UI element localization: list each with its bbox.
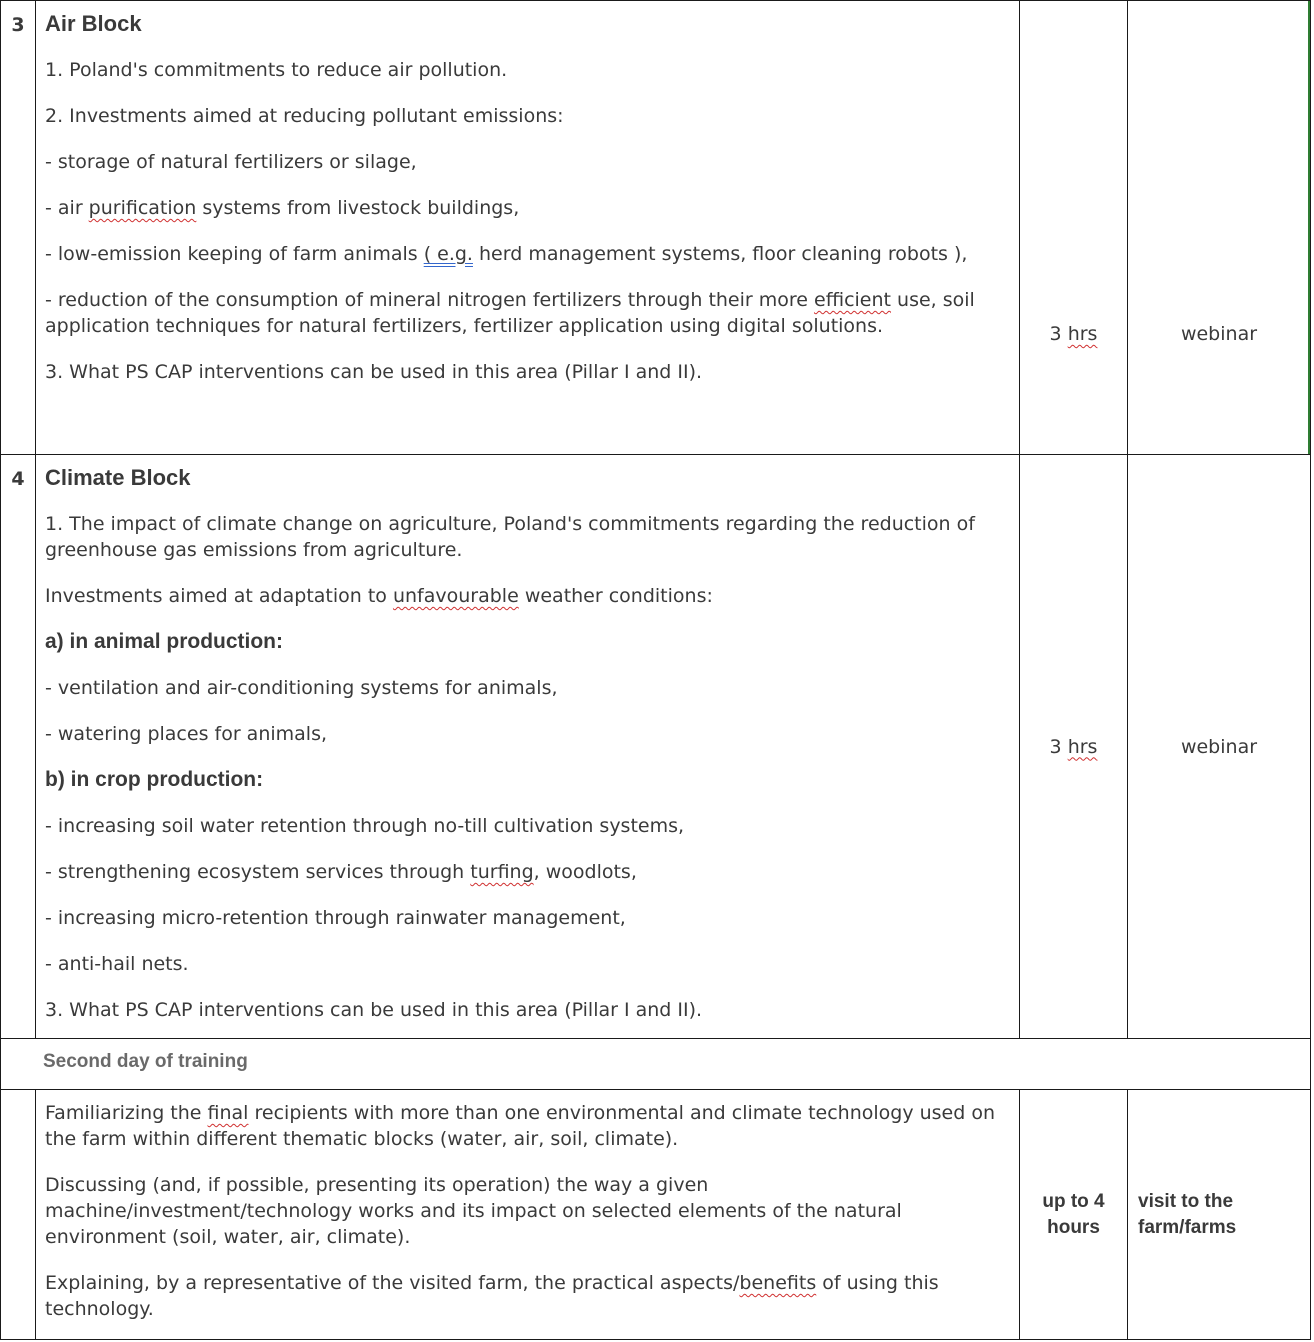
format-cell: webinar (1128, 455, 1311, 1039)
duration-value: 3 (1049, 735, 1068, 758)
block-title: Climate Block (45, 465, 191, 490)
subheading: b) in crop production: (45, 768, 264, 791)
list-item: 3. What PS CAP interventions can be used in this area (Pillar I and II). (45, 361, 703, 383)
list-item (45, 195, 1009, 221)
text-part: of using this technology. (45, 1272, 939, 1320)
text-part: , woodlots, (533, 861, 637, 883)
table-row-climate-block (1, 455, 1311, 1039)
row-number: 4 (1, 455, 36, 1039)
spellcheck-word[interactable]: hrs (1067, 323, 1098, 345)
format-cell: webinar (1128, 1, 1311, 455)
spellcheck-word[interactable]: turfing (470, 861, 534, 883)
text-part: systems from livestock buildings, (196, 197, 520, 219)
list-item: 1. The impact of climate change on agriculture, Poland's commitments regarding the reduction of greenhouse gas emissions from agriculture. (45, 513, 975, 561)
text-part: weather conditions: (518, 585, 713, 607)
list-item (45, 583, 1009, 609)
text-part: use, soil application techniques for natural fertilizers, fertilizer application using digital solutions. (45, 289, 975, 337)
list-item: 2. Investments aimed at reducing pollutant emissions: (45, 105, 564, 127)
list-item (45, 1270, 1009, 1322)
subheading: a) in animal production: (45, 630, 284, 653)
list-item: - increasing micro-retention through rainwater management, (45, 907, 626, 929)
table-row-air-block (1, 1, 1311, 455)
text-part: - low-emission keeping of farm animals (45, 243, 424, 265)
list-item: - increasing soil water retention through no-till cultivation systems, (45, 815, 685, 837)
text-part: Investments aimed at adaptation to (45, 585, 393, 607)
table-row-farm-visit (1, 1090, 1311, 1340)
format-cell: visit to the farm/farms (1128, 1090, 1311, 1340)
list-item (45, 287, 1009, 339)
spellcheck-word[interactable]: hrs (1067, 735, 1098, 758)
text-part: - strengthening ecosystem services through (45, 861, 471, 883)
spellcheck-word[interactable]: final (207, 1102, 249, 1124)
table-row-section-header (1, 1039, 1311, 1090)
farm-visit-content (36, 1090, 1020, 1340)
row-number (1, 1090, 36, 1340)
text-part: Familiarizing the (45, 1102, 208, 1124)
section-heading: Second day of training (1, 1039, 1311, 1090)
list-item (45, 1100, 1009, 1152)
text-part: herd management systems, floor cleaning robots ), (472, 243, 968, 265)
text-part: - reduction of the consumption of mineral nitrogen fertilizers through their more (45, 289, 815, 311)
list-item (45, 859, 1009, 885)
spellcheck-word[interactable]: purification (88, 197, 197, 219)
text-part: - air (45, 197, 89, 219)
duration-value: 3 (1049, 323, 1068, 345)
duration-cell: up to 4 hours (1020, 1090, 1128, 1340)
duration-cell (1020, 455, 1128, 1039)
list-item: Discussing (and, if possible, presenting its operation) the way a given machine/investment/technology works and its impact on selected elements of the natural environment (soil, water, air, climate). (45, 1174, 902, 1248)
text-part: Explaining, by a representative of the visited farm, the practical aspects/ (45, 1272, 740, 1294)
list-item (45, 241, 1009, 267)
grammar-check-word[interactable]: ( e.g. (423, 243, 473, 265)
spellcheck-word[interactable]: benefits (739, 1272, 817, 1294)
list-item: - anti-hail nets. (45, 953, 189, 975)
air-block-content (36, 1, 1020, 455)
climate-block-content (36, 455, 1020, 1039)
list-item: 3. What PS CAP interventions can be used in this area (Pillar I and II). (45, 999, 703, 1021)
row-number: 3 (1, 1, 36, 455)
duration-cell (1020, 1, 1128, 455)
list-item: 1. Poland's commitments to reduce air pollution. (45, 59, 508, 81)
block-title: Air Block (45, 11, 142, 36)
text-part: recipients with more than one environmental and climate technology used on the farm within different thematic blocks (water, air, soil, climate). (45, 1102, 996, 1150)
spellcheck-word[interactable]: efficient (814, 289, 891, 311)
list-item: - storage of natural fertilizers or silage, (45, 151, 417, 173)
list-item: - ventilation and air-conditioning systems for animals, (45, 677, 558, 699)
spellcheck-word[interactable]: unfavourable (392, 585, 519, 607)
list-item: - watering places for animals, (45, 723, 328, 745)
